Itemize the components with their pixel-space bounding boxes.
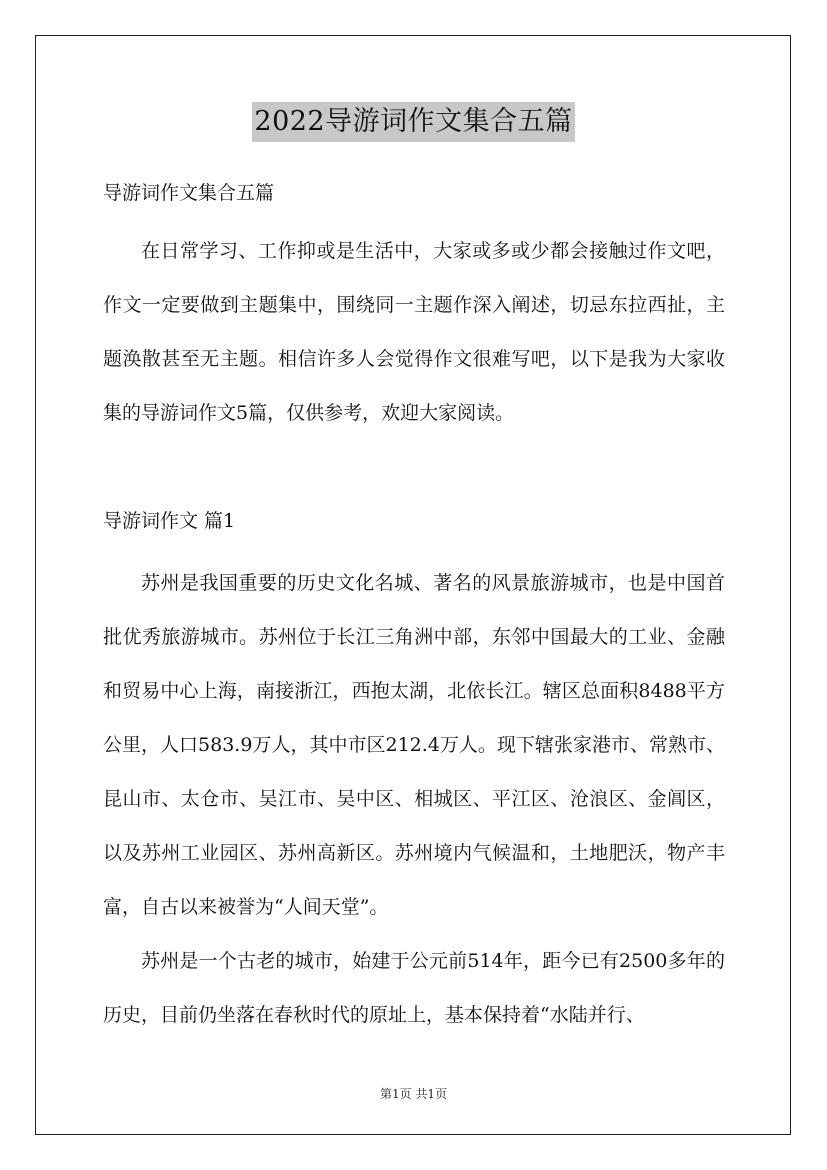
section-paragraph: 苏州是一个古老的城市，始建于公元前514年，距今已有2500多年的历史，目前仍坐落在春秋时代的原址上，基本保持着“水陆并行、 [103, 950, 725, 1026]
page-footer: 第1页 共1页 [379, 1087, 448, 1101]
document-body [103, 176, 725, 1042]
document-subtitle: 导游词作文集合五篇 [103, 182, 275, 204]
section-paragraph: 苏州是我国重要的历史文化名城、著名的风景旅游城市，也是中国首批优秀旅游城市。苏州位于长江三角洲中部，东邻中国最大的工业、金融和贸易中心上海，南接浙江，西抱太湖，北依长江。辖区总面积8488平方公里，人口583.9万人，其中市区212.4万人。现下辖张家港市、常熟市、昆山市、太仓市、吴江市、吴中区、相城区、平江区、沧浪区、金阊区，以及苏州工业园区、苏州高新区。苏州境内气候温和，土地肥沃，物产丰富，自古以来被誉为“人间天堂”。 [103, 572, 725, 918]
section-heading: 导游词作文 篇1 [103, 510, 236, 532]
intro-paragraph: 在日常学习、工作抑或是生活中，大家或多或少都会接触过作文吧，作文一定要做到主题集中，围绕同一主题作深入阐述，切忌东拉西扯，主题涣散甚至无主题。相信许多人会觉得作文很难写吧，以下是我为大家收集的导游词作文5篇，仅供参考，欢迎大家阅读。 [103, 240, 725, 424]
document-title: 2022导游词作文集合五篇 [252, 102, 574, 142]
document-title-wrapper [0, 102, 827, 142]
